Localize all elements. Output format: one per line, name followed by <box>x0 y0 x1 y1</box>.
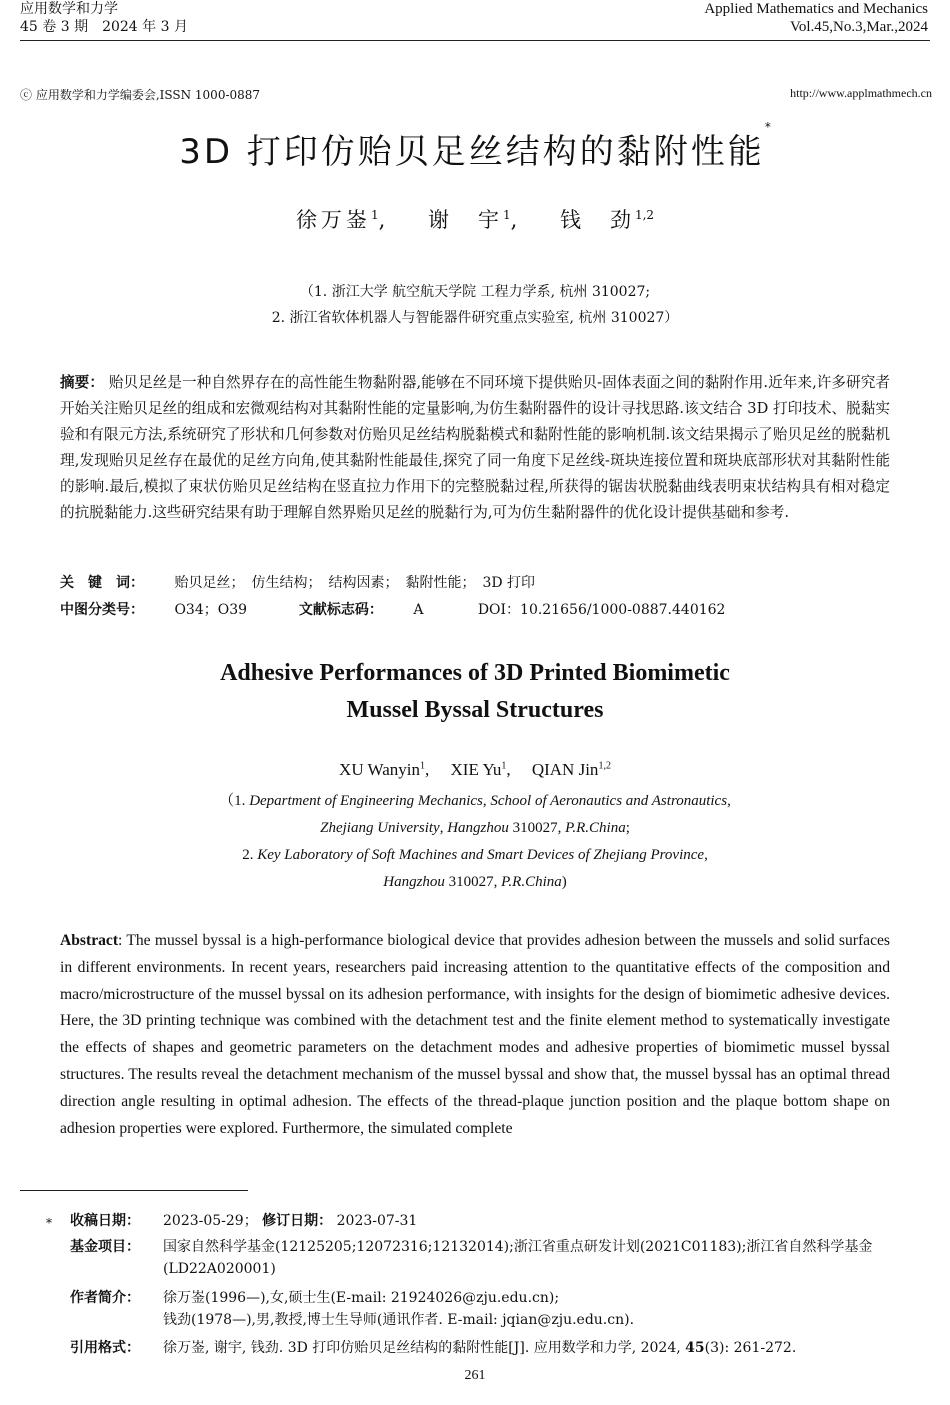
cite-volume: 45 <box>685 1340 705 1356</box>
affil-line-2: Zhejiang University, Hangzhou 310027, P.R.China; <box>320 820 630 836</box>
affiliation-cn-1: （1. 浙江大学 航空航天学院 工程力学系, 杭州 310027; <box>299 284 651 300</box>
affil-line-3: 2. Key Laboratory of Soft Machines and Smart Devices of Zhejiang Province, <box>242 847 708 863</box>
affiliation-cn-2: 2. 浙江省软体机器人与智能器件研究重点实验室, 杭州 310027） <box>271 310 679 326</box>
received-date: 2023-05-29； <box>163 1213 258 1229</box>
footnote-star: * <box>46 1216 52 1230</box>
footnote-citation <box>20 1337 935 1361</box>
footnote-bio <box>20 1287 935 1335</box>
page-number: 261 <box>464 1368 486 1383</box>
author-affil-sup: 1 <box>501 760 507 772</box>
bio-line-1: 徐万崟(1996—),女,硕士生(E-mail: 21924026@zju.edu.cn); <box>163 1290 560 1306</box>
footnote-funding <box>20 1236 935 1284</box>
cite-label: 引用格式： <box>70 1340 140 1356</box>
doc-code-value: A <box>413 602 424 618</box>
issue-info-cn: 45 卷 3 期 2024 年 3 月 <box>20 19 188 35</box>
fund-label: 基金项目： <box>70 1239 140 1255</box>
author-list-cn: 徐万崟$^1$, 谢 宇$^1$, 钱 劲$^{1,2}$ <box>295 208 655 232</box>
doc-code-label: 文献标志码： <box>298 602 383 618</box>
author-name: XU Wanyin <box>339 760 420 779</box>
header-divider <box>20 40 930 41</box>
journal-name-en: Applied Mathematics and Mechanics <box>704 1 928 17</box>
journal-url[interactable]: http://www.applmathmech.cn <box>790 86 932 100</box>
abstract-label-cn: 摘要： <box>60 374 104 391</box>
author-affil-sup: 1 <box>420 760 425 772</box>
abstract-text-cn: 贻贝足丝是一种自然界存在的高性能生物黏附器,能够在不同环境下提供贻贝-固体表面之间的黏附作用.近年来,许多研究者开始关注贻贝足丝的组成和宏微观结构对其黏附性能的定量影响,为仿生黏附器件的设计寻找思路.该文结合 3D 打印技术、脱黏实验和有限元方法,系统研究了形状和几何参数对仿贻贝足丝结构脱黏模式和黏附性能的影响机制.该文结果揭示了贻贝足丝的脱黏机理,发现贻贝足丝存在最优的足丝方向角,使其黏附性能最佳,探究了同一角度下足丝线-斑块连接位置和斑块底部形状对其黏附性能的影响.最后,模拟了束状仿贻贝足丝结构在竖直拉力作用下的完整脱黏过程,所获得的锯齿状脱黏曲线表明束状结构具有相对稳定的抗脱黏能力.这些研究结果有助于理解自然界贻贝足丝的脱黏行为,可为仿生黏附器件的优化设计提供基础和参考. <box>60 374 890 521</box>
cite-pages: (3): 261-272. <box>704 1340 797 1356</box>
clc-value: O34；O39 <box>174 602 248 618</box>
doi[interactable]: DOI：10.21656/1000-0887.440162 <box>477 602 726 618</box>
cite-text: 徐万崟, 谢宇, 钱劲. 3D 打印仿贻贝足丝结构的黏附性能[J]. 应用数学和力学, 2024, <box>163 1340 686 1356</box>
affil-line-1: （1. Department of Engineering Mechanics, School of Aeronautics and Astronautics, <box>219 793 731 809</box>
author-affil-sup: 1 <box>370 208 379 222</box>
author-affil-sup: 1,2 <box>634 208 655 222</box>
journal-name-cn: 应用数学和力学 <box>20 1 118 17</box>
keywords-row <box>60 572 535 592</box>
abstract-en: Abstract: The mussel byssal is a high-performance biological device that provides adhesion between the mussels and solid surfaces in different environments. In recent years, researchers paid increasing attention to the quantitative effects of the composition and macro/microstructure of the mussel byssal on its adhesion performance, with insights for the design of biomimetic adhesive devices. Here, the 3D printing technique was combined with the detachment test and the finite element method to systematically investigate the effects of shapes and geometric parameters on the detachment modes and adhesive properties of biomimetic mussel byssal structures. The results reveal the detachment mechanism of the mussel byssal and show that, the mussel byssal has an optimal thread direction angle resulting in optimal adhesion. The effects of the thread-plaque junction position and the plaque bottom shape on adhesion properties were explored. Furthermore, the simulated complete <box>60 932 891 1137</box>
author-name: 徐万崟 <box>295 208 371 232</box>
bio-label: 作者简介： <box>70 1290 140 1306</box>
title-line-2: Mussel Byssal Structures <box>346 697 604 723</box>
revised-date: 2023-07-31 <box>336 1213 418 1229</box>
abstract-label-en: Abstract <box>60 932 119 949</box>
keywords-label: 关 键 词： <box>60 575 144 591</box>
received-label: 收稿日期： <box>70 1213 140 1229</box>
author-affil-sup: 1 <box>502 208 511 222</box>
author-name: 谢 宇 <box>427 208 503 232</box>
title-footnote-mark[interactable]: * <box>764 120 771 134</box>
issue-info-en: Vol.45,No.3,Mar.,2024 <box>789 19 928 35</box>
keywords-text: 贻贝足丝； 仿生结构； 结构因素； 黏附性能； 3D 打印 <box>174 575 536 591</box>
affiliation-en <box>0 788 950 896</box>
bio-line-2: 钱劲(1978—),男,教授,博士生导师(通讯作者. E-mail: jqian@zju.edu.cn). <box>163 1312 635 1328</box>
abstract-text-en: The mussel byssal is a high-performance biological device that provides adhesion between the mussels and solid surfaces in different environments. In recent years, researchers paid increasing attention to the quantitative effects of the composition and macro/microstructure of the mussel byssal on its adhesion performance, with insights for the design of biomimetic adhesive devices. Here, the 3D printing technique was combined with the detachment test and the finite element method to systematically investigate the effects of shapes and geometric parameters on the detachment modes and adhesive properties of biomimetic mussel byssal structures. The results reveal the detachment mechanism of the mussel byssal and show that, the mussel byssal has an optimal thread direction angle resulting in optimal adhesion. The effects of the thread-plaque junction position and the plaque bottom shape on adhesion properties were explored. Furthermore, the simulated complete <box>60 932 891 1137</box>
footnote-divider <box>20 1190 248 1191</box>
copyright-notice: ⓒ 应用数学和力学编委会,ISSN 1000-0887 <box>20 88 261 102</box>
title-text-cn: 3D 打印仿贻贝足丝结构的黏附性能 <box>179 132 765 172</box>
paper-title-cn <box>0 120 950 173</box>
clc-label: 中图分类号： <box>60 602 144 618</box>
affil-line-4: Hangzhou 310027, P.R.China) <box>383 874 567 890</box>
author-name: 钱 劲 <box>559 208 635 232</box>
author-name: XIE Yu <box>450 760 502 779</box>
title-line-1: Adhesive Performances of 3D Printed Biomimetic <box>220 660 730 686</box>
running-header-right <box>704 0 928 36</box>
running-header-left <box>20 0 188 36</box>
author-list-en: XU Wanyin$^1$, XIE Yu$^1$, QIAN Jin$^{1,2}$ <box>339 760 611 779</box>
revised-label: 修订日期： <box>262 1213 333 1229</box>
footnote-dates <box>20 1210 935 1234</box>
author-name: QIAN Jin <box>531 760 599 779</box>
fund-text: 国家自然科学基金(12125205;12072316;12132014);浙江省重点研发计划(2021C01183);浙江省自然科学基金(LD22A020001) <box>163 1239 873 1277</box>
paper-title-en <box>0 655 950 729</box>
abstract-cn <box>60 370 890 526</box>
classification-row <box>60 599 725 619</box>
author-affil-sup: 1,2 <box>598 760 611 772</box>
